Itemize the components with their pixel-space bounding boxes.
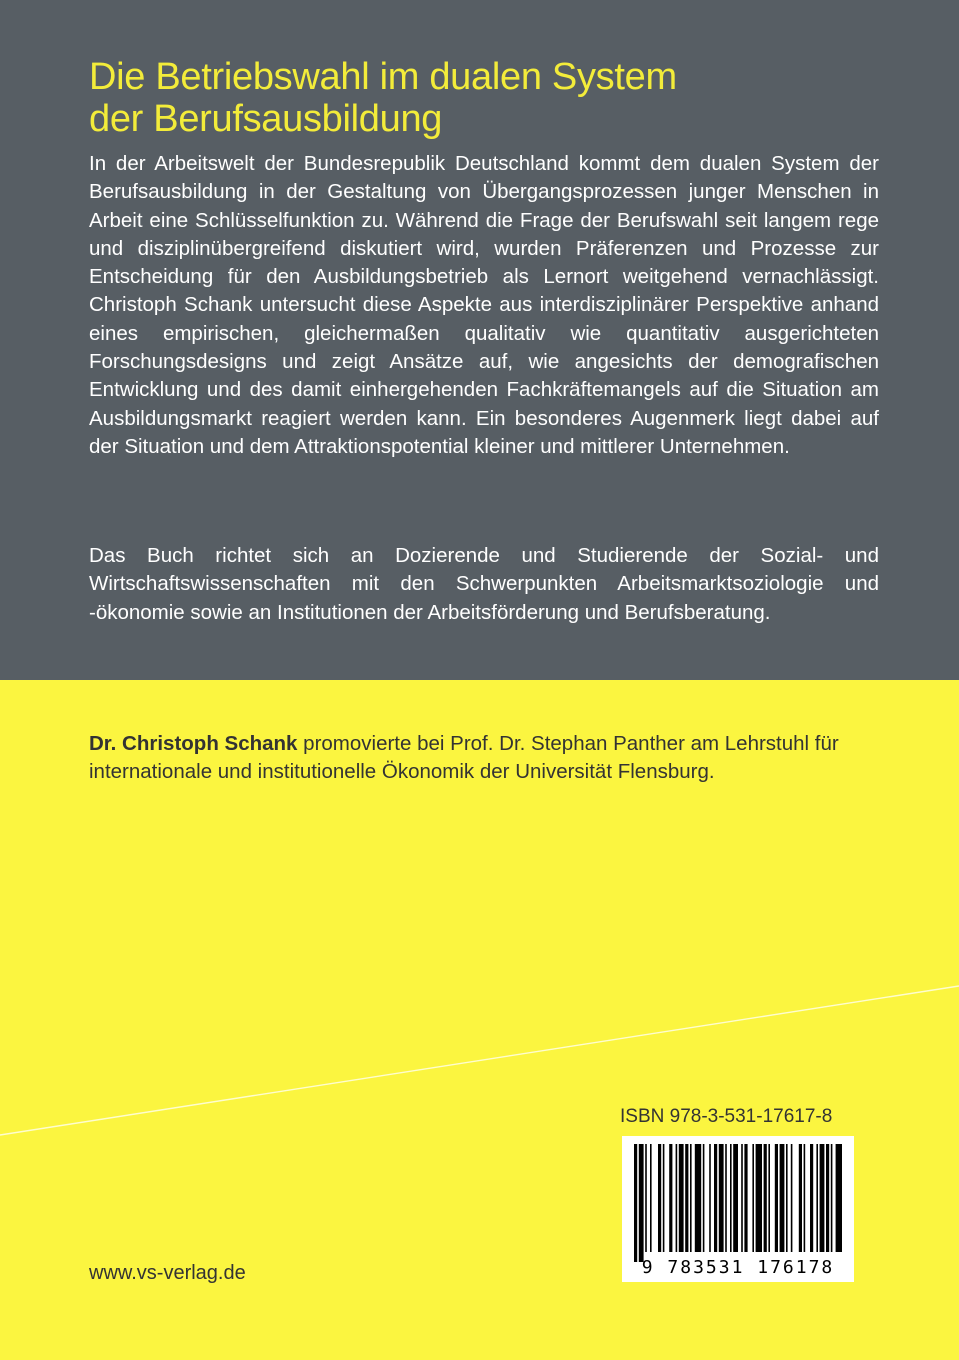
book-title-line-1: Die Betriebswahl im dualen System bbox=[89, 56, 677, 98]
barcode-bar bbox=[695, 1144, 701, 1252]
book-title bbox=[89, 56, 909, 140]
barcode-bar bbox=[810, 1144, 813, 1252]
lower-panel bbox=[0, 680, 959, 1360]
barcode-bar bbox=[663, 1144, 665, 1252]
barcode-bar bbox=[690, 1144, 692, 1252]
isbn-label: ISBN 978-3-531-17617-8 bbox=[620, 1106, 833, 1127]
barcode-bar bbox=[816, 1144, 818, 1252]
barcode-bar bbox=[741, 1144, 743, 1252]
author-bio-text: promovierte bei Prof. Dr. Stephan Panther am Lehrstuhl für internationale und institutionelle Ökonomik der Universität Flensburg. bbox=[89, 732, 839, 784]
barcode-bar bbox=[645, 1144, 647, 1252]
barcode-bar bbox=[676, 1144, 678, 1252]
barcode-bar bbox=[679, 1144, 684, 1252]
barcode-bar bbox=[791, 1144, 793, 1252]
barcode-bar bbox=[804, 1144, 806, 1252]
barcode-bar bbox=[730, 1144, 732, 1252]
barcode-bar bbox=[639, 1144, 644, 1262]
barcode-bar bbox=[685, 1144, 688, 1252]
barcode-bar bbox=[719, 1144, 724, 1252]
barcode-bar bbox=[820, 1144, 825, 1252]
blurb-paragraph-1: In der Arbeitswelt der Bundesrepublik Deutschland kommt dem dualen System der Berufsausbildung in der Gestaltung von Übergangsprozessen junger Menschen in Arbeit eine Schlüsselfunktion zu. Während die Frage der Berufswahl seit langem rege und disziplinübergreifend diskutiert wird, wurden Präferenzen und Prozesse zur Entscheidung für den Ausbildungsbetrieb als Lernort weitgehend vernachlässigt. Christoph Schank untersucht diese Aspekte aus interdisziplinärer Perspektive anhand eines empirischen, gleichermaßen qualitativ wie quantitativ ausgerichteten Forschungsdesigns und zeigt Ansätze auf, wie angesichts der demografischen Entwicklung und des damit einhergehenden Fachkräftemangels auf die Situation am Ausbildungsmarkt reagiert werden kann. Ein besonderes Augenmerk liegt dabei auf der Situation und dem Attraktionspotential kleiner und mittlerer Unternehmen. bbox=[89, 152, 879, 458]
barcode bbox=[622, 1136, 854, 1282]
barcode-bar bbox=[764, 1144, 767, 1252]
barcode-bar bbox=[756, 1144, 762, 1252]
blurb-paragraph-2: Das Buch richtet sich an Dozierende und Studierende der Sozial- und Wirtschaftswissenschaften mit den Schwerpunkten Arbeitsmarktsoziologie und -ökonomie sowie an Institutionen der Arbeitsförderung und Berufsberatung. bbox=[89, 544, 879, 624]
barcode-bar bbox=[775, 1144, 778, 1252]
barcode-bar bbox=[709, 1144, 711, 1252]
barcode-bar bbox=[658, 1144, 661, 1252]
barcode-bar bbox=[725, 1144, 727, 1252]
barcode-bar bbox=[826, 1144, 829, 1252]
author-bio bbox=[89, 730, 879, 787]
barcode-bar bbox=[733, 1144, 738, 1252]
barcode-bar bbox=[669, 1144, 672, 1252]
barcode-bar bbox=[780, 1144, 785, 1252]
barcode-bar bbox=[768, 1144, 770, 1252]
barcode-bar bbox=[744, 1144, 747, 1252]
barcode-bar bbox=[786, 1144, 788, 1252]
author-name: Dr. Christoph Schank bbox=[89, 732, 298, 755]
barcode-bar bbox=[703, 1144, 705, 1252]
barcode-bar bbox=[752, 1144, 754, 1252]
barcode-bar bbox=[831, 1144, 833, 1252]
barcode-bar bbox=[634, 1144, 637, 1262]
barcode-bar bbox=[714, 1144, 717, 1252]
barcode-digits: 9 783531 176178 bbox=[641, 1257, 835, 1278]
barcode-bar bbox=[836, 1144, 842, 1252]
barcode-bar bbox=[650, 1144, 652, 1252]
barcode-bar bbox=[799, 1144, 802, 1252]
book-title-line-2: der Berufsausbildung bbox=[89, 98, 443, 140]
publisher-website: www.vs-verlag.de bbox=[89, 1262, 246, 1284]
